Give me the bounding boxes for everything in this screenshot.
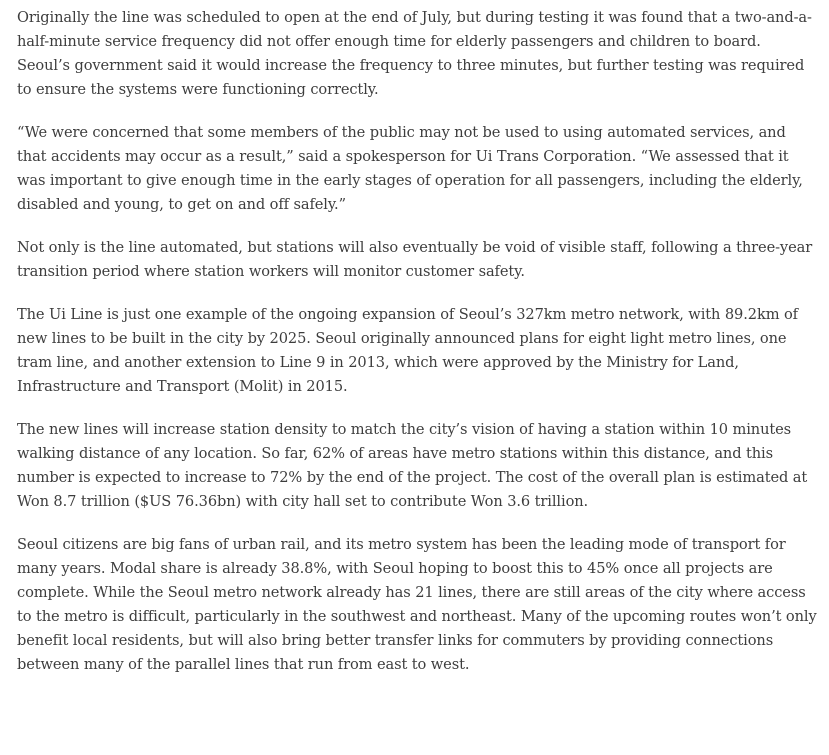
paragraph-automation-staff: Not only is the line automated, but stations will also eventually be void of visible staff, following a three-year transition period where station workers will monitor customer safety. — [17, 239, 813, 280]
paragraph-modal-share: Seoul citizens are big fans of urban rail, and its metro system has been the leading mode of transport for many years. Modal share is already 38.8%, with Seoul hoping to boost this to 45% once all projects are complete. While the Seoul metro network already has 21 lines, there are still areas of the city where access to the metro is difficult, particularly in the southwest and northeast. Many of the upcoming routes won’t only benefit local residents, but will also bring better transfer links for commuters by providing connections between many of the parallel lines that run from east to west. — [17, 536, 817, 673]
paragraph-spokesperson-quote: “We were concerned that some members of the public may not be used to using automated services, and that accidents may occur as a result,” said a spokesperson for Ui Trans Corporation. “We assessed that it was important to give enough time in the early stages of operation for all passengers, including the elderly, disabled and young, to get on and off safely.” — [17, 124, 803, 213]
paragraph-station-density: The new lines will increase station density to match the city’s vision of having a station within 10 minutes walking distance of any location. So far, 62% of areas have metro stations within this distance, and this number is expected to increase to 72% by the end of the project. The cost of the overall plan is estimated at Won 8.7 trillion ($US 76.36bn) with city hall set to contribute Won 3.6 trillion. — [17, 421, 808, 510]
paragraph-schedule-delay: Originally the line was scheduled to open at the end of July, but during testing it was found that a two-and-a-half-minute service frequency did not offer enough time for elderly passengers and children to board. Seoul’s government said it would increase the frequency to three minutes, but further testing was required to ensure the systems were functioning correctly. — [17, 9, 812, 98]
paragraph-network-expansion: The Ui Line is just one example of the ongoing expansion of Seoul’s 327km metro network, with 89.2km of new lines to be built in the city by 2025. Seoul originally announced plans for eight light metro lines, one tram line, and another extension to Line 9 in 2013, which were approved by the Ministry for Land, Infrastructure and Transport (Molit) in 2015. — [17, 306, 798, 395]
